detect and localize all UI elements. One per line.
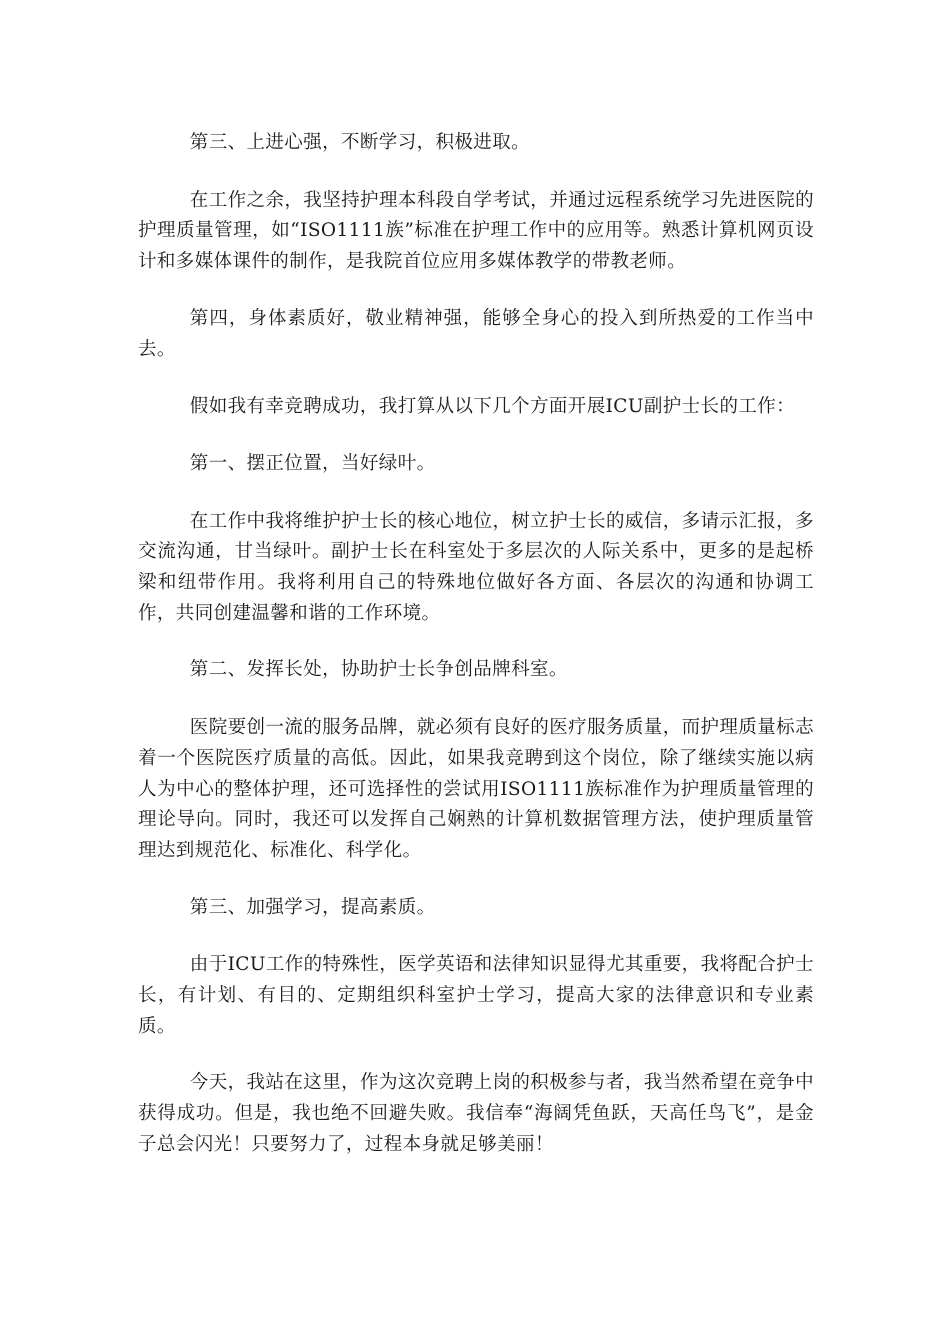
paragraph-self-study: 在工作之余，我坚持护理本科段自学考试，并通过远程系统学习先进医院的护理质量管理，如“ISO1111族”标准在护理工作中的应用等。熟悉计算机网页设计和多媒体课件的制作，是我院首位应用多媒体教学的带教老师。 [138, 189, 814, 273]
paragraph-plan-intro: 假如我有幸竞聘成功，我打算从以下几个方面开展ICU副护士长的工作： [189, 396, 796, 418]
paragraph-support-head-nurse: 在工作中我将维护护士长的核心地位，树立护士长的威信，多请示汇报，多交流沟通，甘当绿叶。副护士长在科室处于多层次的人际关系中，更多的是起桥梁和纽带作用。我将利用自己的特殊地位做好各方面、各层次的沟通和协调工作，共同创建温馨和谐的工作环境。 [138, 510, 814, 624]
paragraph-quality-management: 医院要创一流的服务品牌，就必须有良好的医疗服务质量，而护理质量标志着一个医院医疗质量的高低。因此，如果我竞聘到这个岗位，除了继续实施以病人为中心的整体护理，还可选择性的尝试用ISO1111族标准作为护理质量管理的理论导向。同时，我还可以发挥自己娴熟的计算机数据管理方法，使护理质量管理达到规范化、标准化、科学化。 [138, 717, 814, 861]
section-heading-fourth-health: 第四，身体素质好，敬业精神强，能够全身心的投入到所热爱的工作当中去。 [138, 307, 814, 360]
section-heading-third-learning: 第三、上进心强，不断学习，积极进取。 [189, 132, 530, 153]
section-heading-third-study: 第三、加强学习，提高素质。 [189, 896, 436, 918]
section-heading-first-position: 第一、摆正位置，当好绿叶。 [189, 452, 436, 474]
section-heading-second-brand: 第二、发挥长处，协助护士长争创品牌科室。 [189, 659, 568, 681]
document-page [138, 128, 814, 1187]
paragraph-icu-training: 由于ICU工作的特殊性，医学英语和法律知识显得尤其重要，我将配合护士长，有计划、有目的、定期组织科室护士学习，提高大家的法律意识和专业素质。 [138, 954, 814, 1037]
paragraph-closing: 今天，我站在这里，作为这次竞聘上岗的积极参与者，我当然希望在竞争中获得成功。但是，我也绝不回避失败。我信奉“海阔凭鱼跃，天高任鸟飞”，是金子总会闪光！只要努力了，过程本身就足够美丽！ [138, 1072, 814, 1155]
